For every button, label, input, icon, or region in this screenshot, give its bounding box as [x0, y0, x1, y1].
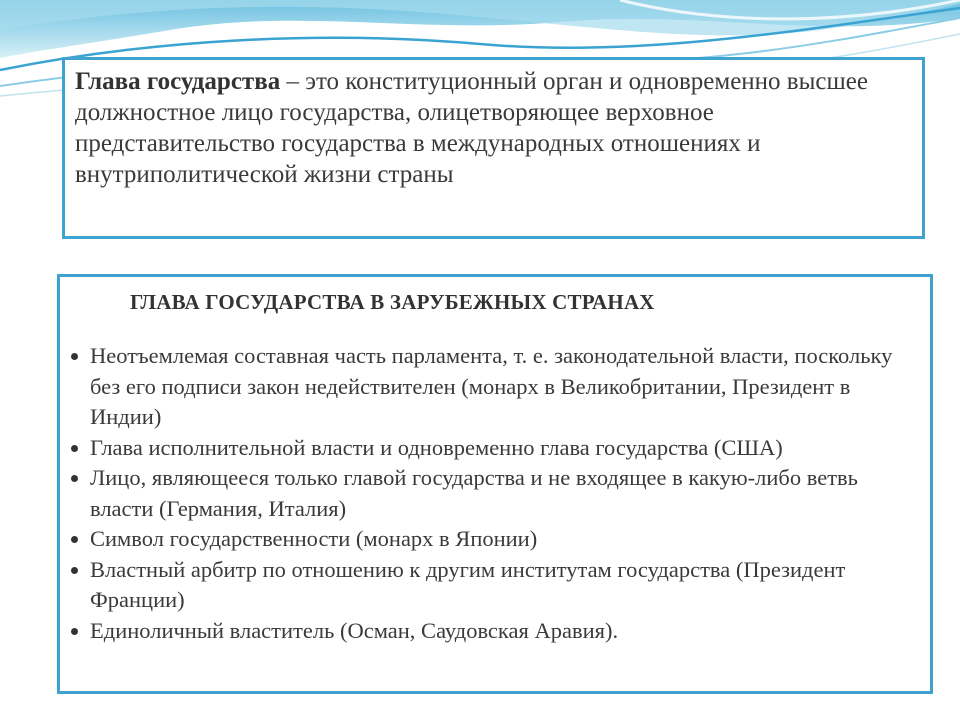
list-item-text: Неотъемлемая составная часть парламента, т. е. законодательной власти, поскольку без его подписи закон недействителен (монарх в Великобритании, Президент в Индии)	[90, 343, 893, 429]
bullet-icon	[71, 567, 78, 574]
bullet-icon	[71, 445, 78, 452]
bullet-icon	[71, 536, 78, 543]
list-item-text: Единоличный властитель (Осман, Саудовская Аравия).	[90, 617, 619, 643]
definition-text	[75, 66, 910, 190]
list-item-text: Символ государственности (монарх в Японии)	[90, 526, 538, 551]
definition-box	[62, 57, 925, 239]
list-item-text: Властный арбитр по отношению к другим институтам государства (Президент Франции)	[90, 556, 846, 612]
list-item	[68, 524, 922, 555]
definition-term: Глава государства	[75, 68, 281, 95]
bullet-icon	[71, 628, 78, 635]
list-item	[68, 616, 922, 647]
list-item	[68, 341, 922, 433]
bullet-list	[68, 341, 922, 646]
definition-body: – это конституционный орган и одновременно высшее должностное лицо государства, олицетворяющее верховное представительство государства в международных отношениях и внутриполитической жизни страны	[75, 68, 868, 188]
section-heading: ГЛАВА ГОСУДАРСТВА В ЗАРУБЕЖНЫХ СТРАНАХ	[130, 290, 655, 314]
bullet-icon	[71, 475, 78, 482]
foreign-heads-box	[57, 274, 933, 694]
list-item	[68, 555, 922, 616]
bullet-icon	[71, 353, 78, 360]
list-item-text: Лицо, являющееся только главой государства и не входящее в какую-либо ветвь власти (Германия, Италия)	[90, 465, 858, 521]
list-item-text: Глава исполнительной власти и одновременно глава государства (США)	[90, 434, 783, 460]
list-item	[68, 463, 922, 524]
list-item	[68, 433, 922, 464]
